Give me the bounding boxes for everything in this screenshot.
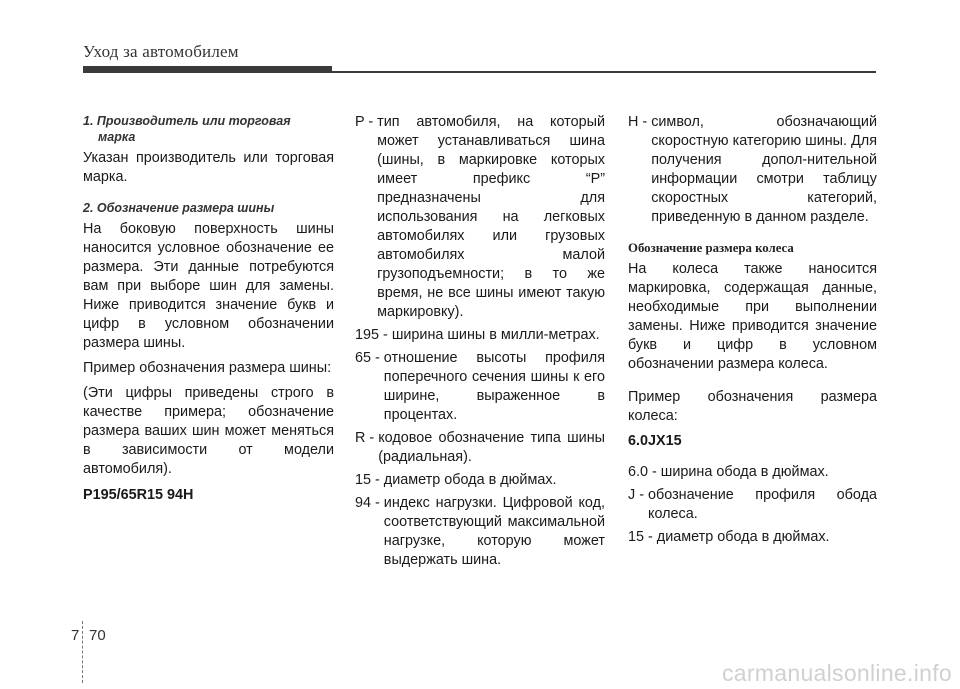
item-key: H - <box>628 114 652 130</box>
column-left <box>83 113 334 505</box>
item-value: обозначение профиля обода колеса. <box>647 487 877 522</box>
section-heading-wheel-size: Обозначение размера колеса <box>628 241 794 255</box>
wheel-diameter-line: 15 - диаметр обода в дюймах. <box>628 529 830 545</box>
paragraph-manufacturer: Указан производитель или торговая марка. <box>83 150 334 185</box>
column-right <box>628 113 877 547</box>
header-rule-thick <box>83 66 332 73</box>
item-key: 195 - <box>355 327 392 343</box>
paragraph-wheel-size: На колеса также наносится маркировка, содержащая данные, необходимые при выполнении замены. Ниже приводится значение букв и цифр в условном обозначении размера колеса. <box>628 261 877 372</box>
list-item <box>355 113 605 322</box>
list-item <box>355 349 605 425</box>
item-value: ширина шины в милли-метрах. <box>391 327 600 343</box>
item-key: R - <box>355 430 379 446</box>
heading-line-continued: марка <box>98 130 136 144</box>
column-middle <box>355 113 605 570</box>
item-value: диаметр обода в дюймах. <box>383 472 557 488</box>
list-item <box>355 429 605 467</box>
page-number: 70 <box>89 627 106 644</box>
section-heading-tire-size: 2. Обозначение размера шины <box>83 201 275 215</box>
paragraph-example-note: (Эти цифры приведены строго в качестве примера; обозначение размера ваших шин может меняться в зависимости от модели автомобиля). <box>83 385 334 477</box>
item-key: J - <box>628 487 648 503</box>
page-header-title: Уход за автомобилем <box>83 42 239 61</box>
item-key: 65 - <box>355 350 384 366</box>
section-heading-manufacturer <box>83 113 334 145</box>
paragraph-tire-size: На боковую поверхность шины наносится условное обозначение ее размера. Эти данные потребуются вам при выборе шин для замены. Ниже приводится значение букв и цифр в условном обозначении размера шины. <box>83 221 334 351</box>
page-number-divider <box>82 621 83 683</box>
chapter-number: 7 <box>71 627 80 644</box>
item-value: индекс нагрузки. Цифровой код, соответствующий максимальной нагрузке, которую может выдержать шина. <box>383 495 605 568</box>
item-value: кодовое обозначение типа шины (радиальная). <box>378 430 605 465</box>
list-item <box>628 486 877 524</box>
list-item <box>355 326 605 345</box>
item-key: 15 - <box>355 472 384 488</box>
watermark-text: carmanualsonline.info <box>721 660 952 686</box>
item-key: 94 - <box>355 495 384 511</box>
list-item <box>355 471 605 490</box>
header-rule-thin <box>332 71 876 73</box>
heading-line: 1. Производитель или торговая <box>83 114 291 128</box>
item-value: тип автомобиля, на который может устанавливаться шина (шины, в маркировке которых имеет префикс “P” предназначены для использования на легковых автомобилях или грузовых автомобилях малой грузоподъемности; в то же время, не все шины имеют такую маркировку). <box>377 114 605 320</box>
item-value: отношение высоты профиля поперечного сечения шины к его ширине, выраженное в процентах. <box>383 350 605 423</box>
list-item <box>628 113 877 227</box>
item-key: P - <box>355 114 378 130</box>
list-item <box>355 494 605 570</box>
wheel-size-code: 6.0JX15 <box>628 433 682 449</box>
paragraph-wheel-example-label: Пример обозначения размера колеса: <box>628 389 877 424</box>
wheel-width-line: 6.0 - ширина обода в дюймах. <box>628 464 829 480</box>
paragraph-example-label: Пример обозначения размера шины: <box>83 360 332 376</box>
tire-size-code: P195/65R15 94H <box>83 487 194 503</box>
item-value: символ, обозначающий скоростную категорию шины. Для получения допол-нительной информации смотри таблицу скоростных категорий, приведенную в данном разделе. <box>651 114 877 225</box>
